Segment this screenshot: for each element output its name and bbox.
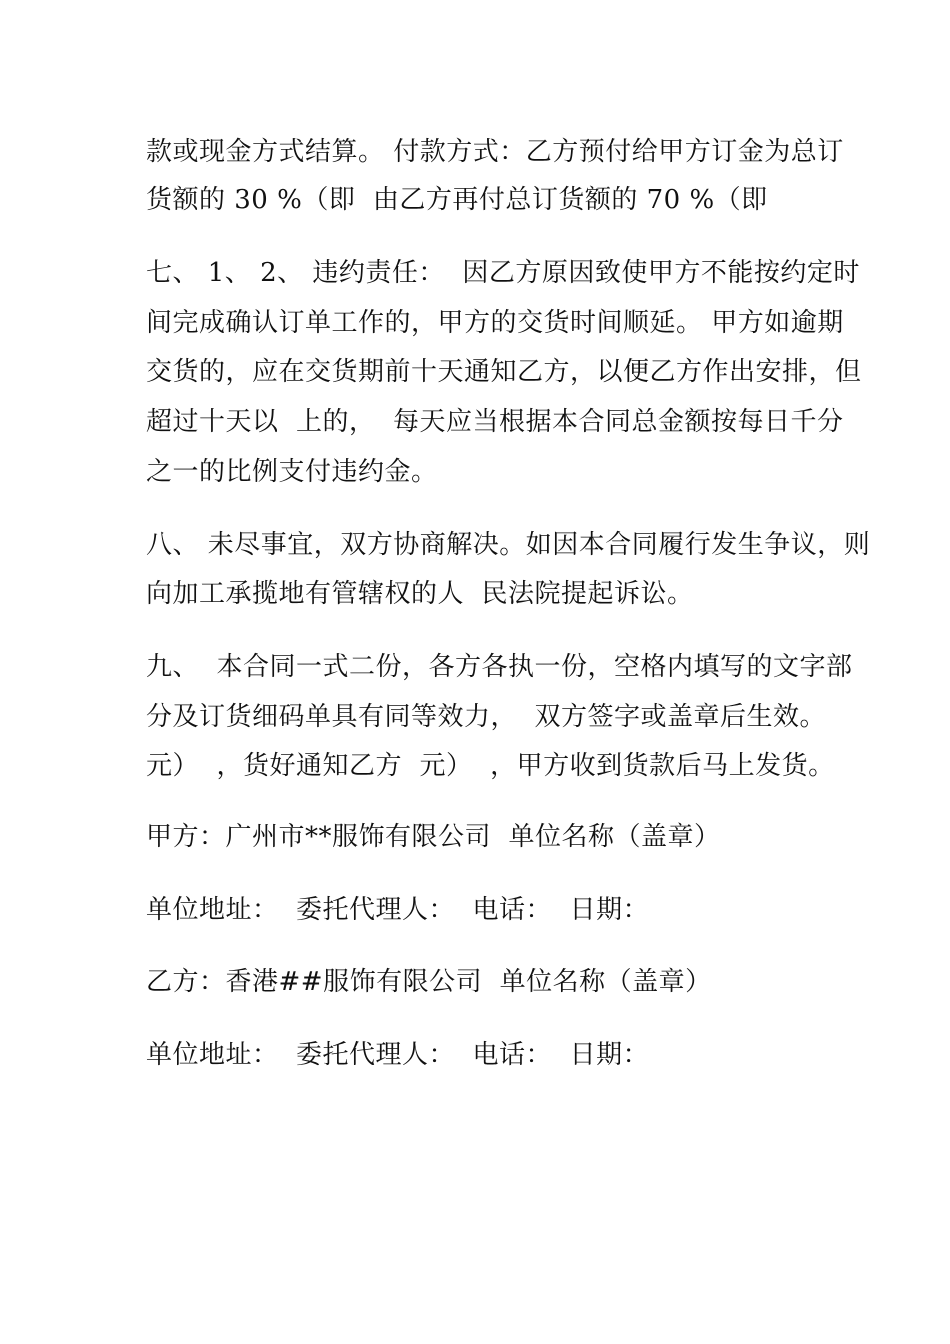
text-line: 八、 未尽事宜，双方协商解决。如因本合同履行发生争议，则 xyxy=(146,530,871,560)
text-line: 七、 1、 2、 违约责任： 因乙方原因致使甲方不能按约定时 xyxy=(146,258,860,288)
party-b-line: 乙方：香港##服饰有限公司 单位名称（盖章） xyxy=(146,967,712,997)
text-line: 款或现金方式结算。 付款方式：乙方预付给甲方订金为总订 xyxy=(146,137,844,167)
text-line: 货额的 30 %（即 由乙方再付总订货额的 70 %（即 xyxy=(146,185,768,215)
party-b-details: 单位地址： 委托代理人： 电话： 日期： xyxy=(146,1040,650,1070)
text-line: 交货的，应在交货期前十天通知乙方，以便乙方作出安排，但 xyxy=(146,357,862,387)
text-line: 分及订货细码单具有同等效力， 双方签字或盖章后生效。 xyxy=(146,702,827,732)
text-line: 九、 本合同一式二份，各方各执一份，空格内填写的文字部 xyxy=(146,652,853,682)
party-a-details: 单位地址： 委托代理人： 电话： 日期： xyxy=(146,895,650,925)
party-a-line: 甲方：广州市**服饰有限公司 单位名称（盖章） xyxy=(146,822,721,852)
text-line: 元） ，货好通知乙方 元） ，甲方收到货款后马上发货。 xyxy=(146,751,835,781)
text-line: 之一的比例支付违约金。 xyxy=(146,457,438,487)
text-line: 向加工承揽地有管辖权的人 民法院提起诉讼。 xyxy=(146,579,694,609)
text-line: 间完成确认订单工作的，甲方的交货时间顺延。 甲方如逾期 xyxy=(146,308,844,338)
text-line: 超过十天以 上的， 每天应当根据本合同总金额按每日千分 xyxy=(146,407,844,437)
